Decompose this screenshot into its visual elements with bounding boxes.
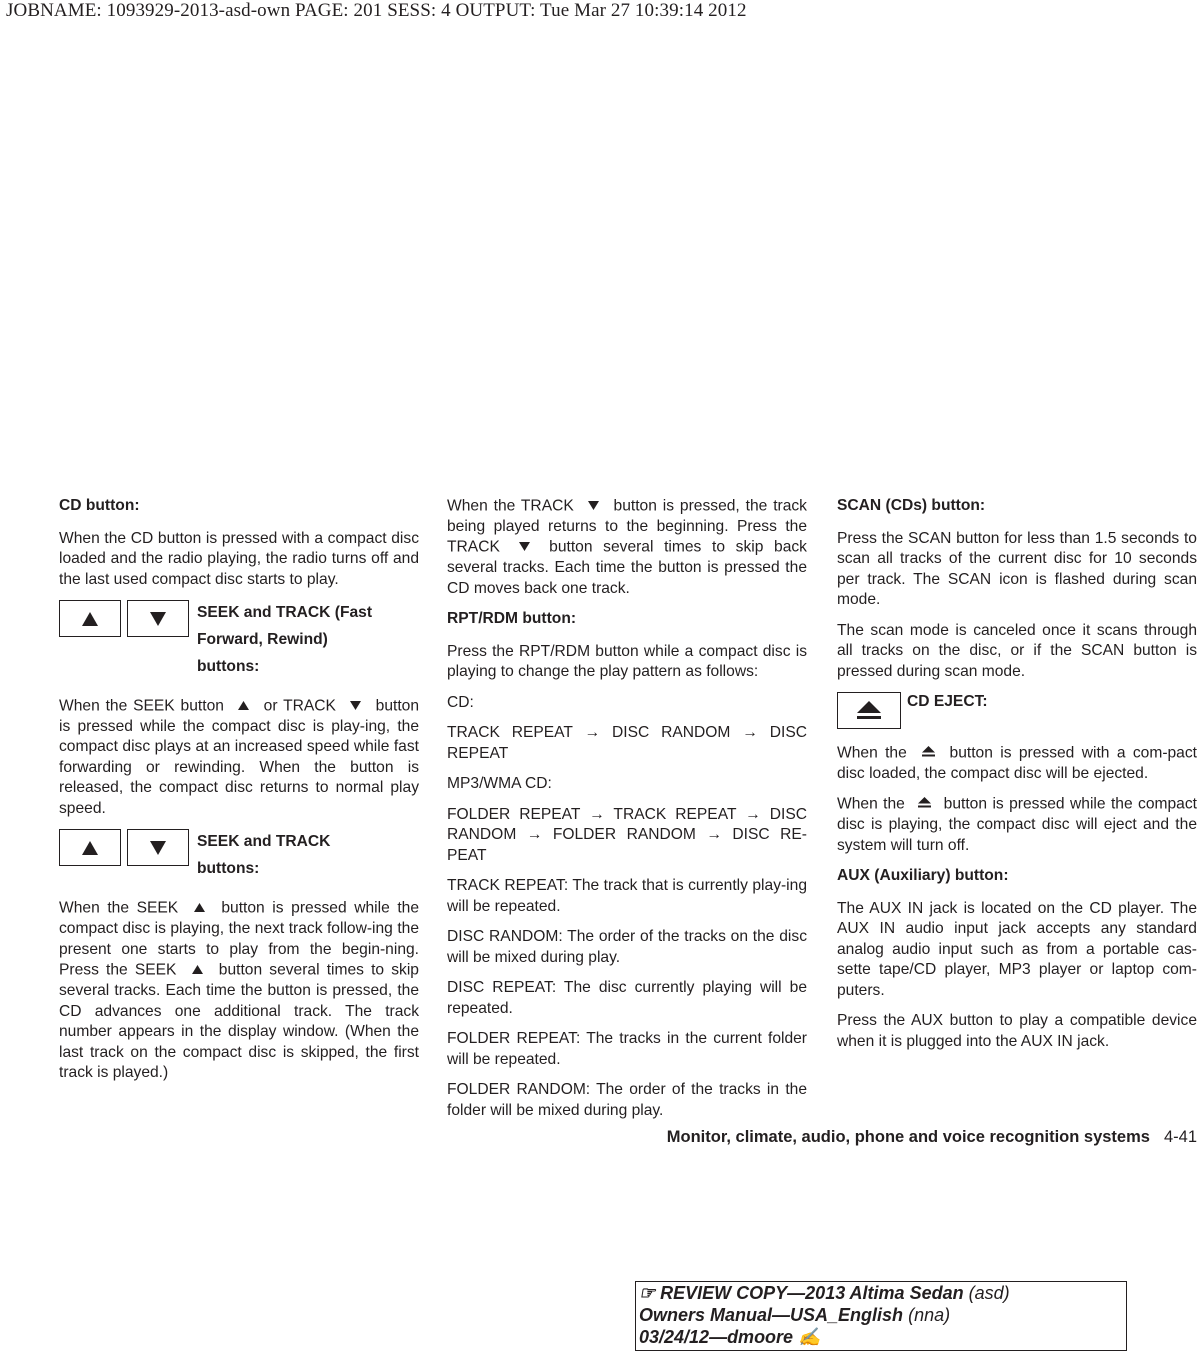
disc-repeat-text: DISC REPEAT: The disc currently playing will be repeated.	[447, 979, 807, 1017]
seek-track-ff-buttons	[59, 600, 419, 680]
cd-button-text: When the CD button is pressed with a compact disc loaded and the radio playing, the radio turns off and the last used compact disc starts to play.	[59, 529, 419, 588]
seek-up-button-illustration	[59, 829, 121, 866]
track-repeat-text: TRACK REPEAT: The track that is currently play-ing will be repeated.	[447, 877, 807, 915]
seek-track-label: SEEK and TRACK buttons:	[197, 833, 331, 878]
cd-eject-row	[837, 692, 1197, 729]
cd-pattern-label: CD:	[447, 693, 474, 711]
down-triangle-icon	[588, 501, 599, 510]
eject-text-1: When the button is pressed with a com-pact disc loaded, the compact disc will be ejected.	[837, 744, 1197, 782]
writing-hand-icon: ✍	[798, 1327, 821, 1347]
eject-button-illustration	[837, 692, 901, 729]
pointing-hand-icon: ☞	[639, 1283, 656, 1303]
up-triangle-icon	[82, 612, 98, 626]
scan-heading: SCAN (CDs) button:	[837, 497, 986, 514]
seek-track-text: When the SEEK button is pressed while the compact disc is playing, the next track follow-ing the present one starts to play from the begin-ning. Press the SEEK button several times to skip several tracks. Each time the button is pressed, the CD advances one additional track. The track number appears in the display window. (When the last track on the compact disc is skipped, the first track is played.)	[59, 899, 420, 1082]
up-triangle-icon	[238, 701, 249, 710]
seek-up-button-illustration	[59, 600, 121, 637]
review-copy-box	[635, 1281, 1127, 1351]
eject-icon	[922, 746, 935, 757]
mp3-pattern-label: MP3/WMA CD:	[447, 775, 552, 793]
page-number: 4-41	[1163, 1128, 1197, 1146]
down-triangle-icon	[150, 612, 166, 626]
review-line-2: Owners Manual—USA_English (nna)	[639, 1305, 951, 1325]
aux-text-1: The AUX IN jack is located on the CD player. The AUX IN audio input jack accepts any standard analog audio input such as from a portable cas-sette tape/CD player, MP3 player or laptop com-puters.	[837, 899, 1197, 999]
up-triangle-icon	[192, 965, 203, 974]
scan-text-2: The scan mode is canceled once it scans through all tracks on the disc, or if the SCAN button is pressed during scan mode.	[837, 621, 1197, 680]
cd-button-heading: CD button:	[59, 497, 140, 514]
eject-text-2: When the button is pressed while the compact disc is playing, the compact disc will eject and the system will turn off.	[837, 795, 1197, 854]
up-triangle-icon	[82, 841, 98, 855]
review-line-3: 03/24/12—dmoore ✍	[639, 1327, 821, 1347]
column-left	[59, 496, 419, 1094]
column-middle	[447, 496, 807, 1131]
rpt-rdm-heading: RPT/RDM button:	[447, 610, 577, 628]
review-line-1: ☞ REVIEW COPY—2013 Altima Sedan (asd)	[639, 1283, 1010, 1303]
eject-icon	[857, 701, 881, 721]
cd-pattern: TRACK REPEAT → DISC RANDOM → DISC REPEAT	[447, 724, 807, 762]
eject-icon	[918, 797, 931, 808]
aux-text-2: Press the AUX button to play a compatible device when it is plugged into the AUX IN jack.	[837, 1012, 1197, 1050]
mp3-pattern: FOLDER REPEAT → TRACK REPEAT → DISC RANDOM → FOLDER RANDOM → DISC RE-PEAT	[447, 805, 807, 864]
disc-random-text: DISC RANDOM: The order of the tracks on the disc will be mixed during play.	[447, 928, 807, 966]
scan-text-1: Press the SCAN button for less than 1.5 seconds to scan all tracks of the current disc for 10 seconds per track. The SCAN icon is flashed during scan mode.	[837, 529, 1197, 608]
down-triangle-icon	[150, 841, 166, 855]
seek-track-ff-text: When the SEEK button or TRACK button is pressed while the compact disc is play-ing, the compact disc plays at an increased speed while fast forwarding or rewinding. When the button is released, the compact disc returns to normal play speed.	[59, 697, 419, 817]
seek-track-buttons	[59, 829, 419, 882]
up-triangle-icon	[194, 903, 205, 912]
track-down-button-illustration	[127, 600, 189, 637]
cd-eject-label: CD EJECT:	[907, 693, 988, 710]
rpt-rdm-text: Press the RPT/RDM button while a compact disc is playing to change the play pattern as follows:	[447, 642, 807, 681]
job-header: JOBNAME: 1093929-2013-asd-own PAGE: 201 SESS: 4 OUTPUT: Tue Mar 27 10:39:14 2012	[6, 0, 747, 21]
down-triangle-icon	[519, 542, 530, 551]
seek-track-ff-label: SEEK and TRACK (Fast Forward, Rewind) buttons:	[197, 604, 373, 675]
column-right	[837, 496, 1197, 1062]
folder-repeat-text: FOLDER REPEAT: The tracks in the current folder will be repeated.	[447, 1030, 807, 1068]
folder-random-text: FOLDER RANDOM: The order of the tracks in the folder will be mixed during play.	[447, 1081, 807, 1119]
section-title: Monitor, climate, audio, phone and voice recognition systems	[666, 1128, 1150, 1146]
track-text: When the TRACK button is pressed, the track being played returns to the beginning. Press the TRACK button several times to skip back several tracks. Each time the button is pressed the CD moves back one track.	[447, 497, 807, 597]
page-footer	[667, 1128, 1197, 1147]
aux-heading: AUX (Auxiliary) button:	[837, 867, 1009, 885]
track-down-button-illustration	[127, 829, 189, 866]
down-triangle-icon	[350, 701, 361, 710]
